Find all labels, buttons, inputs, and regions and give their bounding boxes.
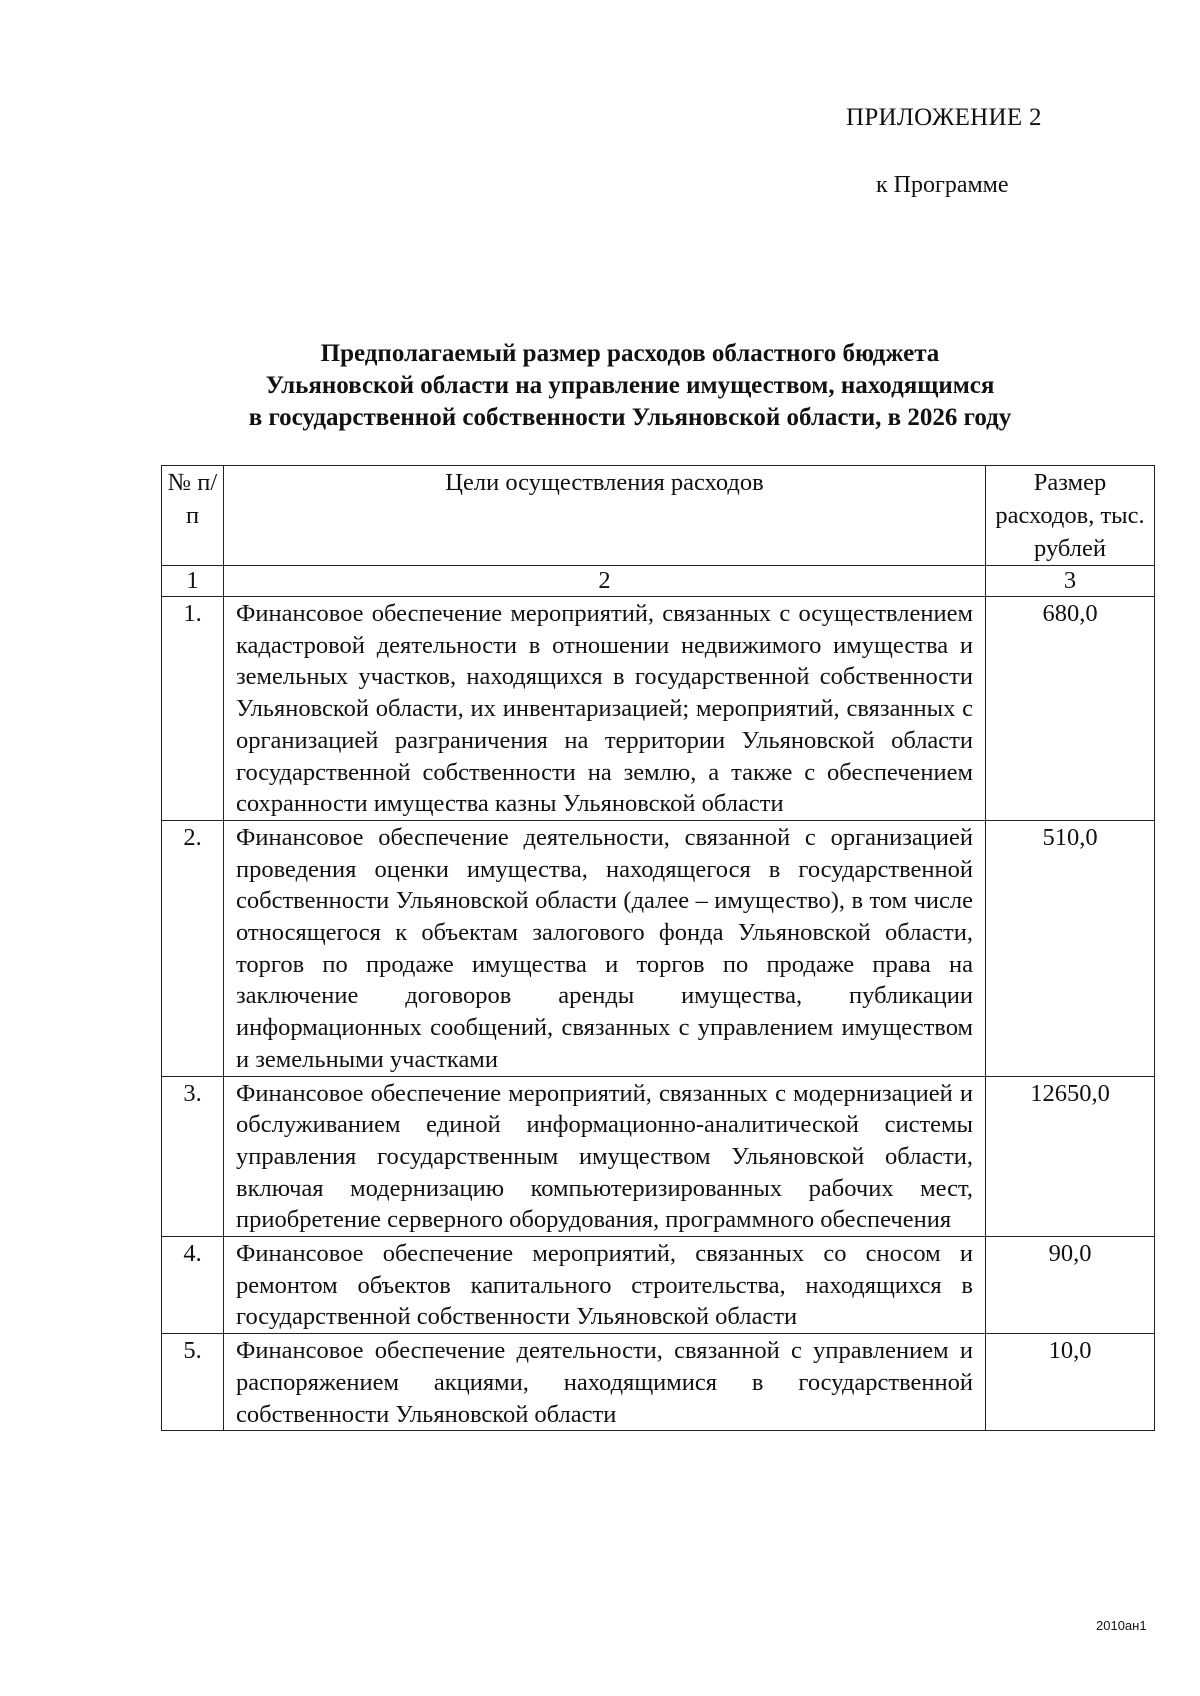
column-number-1: 1 <box>162 566 224 597</box>
header-amount: Размер расходов, тыс. рублей <box>986 466 1155 566</box>
table-row <box>162 1334 1155 1431</box>
row-amount: 12650,0 <box>986 1076 1155 1237</box>
row-purpose: Финансовое обеспечение деятельности, связанной с управлением и распоряжением акциями, находящимися в государственной собственности Ульяновской области <box>224 1334 986 1431</box>
table-row <box>162 597 1155 821</box>
appendix-label: ПРИЛОЖЕНИЕ 2 <box>846 104 1042 131</box>
row-amount: 90,0 <box>986 1237 1155 1334</box>
row-number: 3. <box>162 1076 224 1237</box>
table-row <box>162 820 1155 1076</box>
header-purpose: Цели осуществления расходов <box>224 466 986 566</box>
program-reference: к Программе <box>876 172 1009 198</box>
row-amount: 510,0 <box>986 820 1155 1076</box>
row-number: 4. <box>162 1237 224 1334</box>
row-purpose: Финансовое обеспечение мероприятий, связанных со сносом и ремонтом объектов капитального строительства, находящихся в государственной собственности Ульяновской области <box>224 1237 986 1334</box>
table-header-row <box>162 466 1155 566</box>
column-numbers-row <box>162 566 1155 597</box>
title-line-2: Ульяновской области на управление имуществом, находящимся <box>265 372 995 399</box>
row-amount: 680,0 <box>986 597 1155 821</box>
column-number-2: 2 <box>224 566 986 597</box>
row-number: 1. <box>162 597 224 821</box>
document-title <box>160 338 1100 434</box>
expenses-table <box>161 465 1155 1431</box>
table-row <box>162 1237 1155 1334</box>
row-purpose: Финансовое обеспечение мероприятий, связанных с осуществлением кадастровой деятельности в отношении недвижимого имущества и земельных участков, находящихся в государственной собственности Ульяновской области, их инвентаризацией; мероприятий, связанных с организацией разграничения на территории Ульяновской области государственной собственности на землю, а также с обеспечением сохранности имущества казны Ульяновской области <box>224 597 986 821</box>
column-number-3: 3 <box>986 566 1155 597</box>
row-purpose: Финансовое обеспечение деятельности, связанной с организацией проведения оценки имущества, находящегося в государственной собственности Ульяновской области (далее – имущество), в том числе относящегося к объектам залогового фонда Ульяновской области, торгов по продаже имущества и торгов по продаже права на заключение договоров аренды имущества, публикации информационных сообщений, связанных с управлением имуществом и земельными участками <box>224 820 986 1076</box>
row-number: 2. <box>162 820 224 1076</box>
table-row <box>162 1076 1155 1237</box>
row-number: 5. <box>162 1334 224 1431</box>
row-amount: 10,0 <box>986 1334 1155 1431</box>
document-code: 2010ан1 <box>1096 1618 1147 1633</box>
row-purpose: Финансовое обеспечение мероприятий, связанных с модернизацией и обслуживанием единой информационно-аналитической системы управления государственным имуществом Ульяновской области, включая модернизацию компьютеризированных рабочих мест, приобретение серверного оборудования, программного обеспечения <box>224 1076 986 1237</box>
title-line-1: Предполагаемый размер расходов областного бюджета <box>320 340 940 367</box>
title-line-3: в государственной собственности Ульяновской области, в 2026 году <box>248 404 1012 431</box>
header-number: № п/п <box>162 466 224 566</box>
